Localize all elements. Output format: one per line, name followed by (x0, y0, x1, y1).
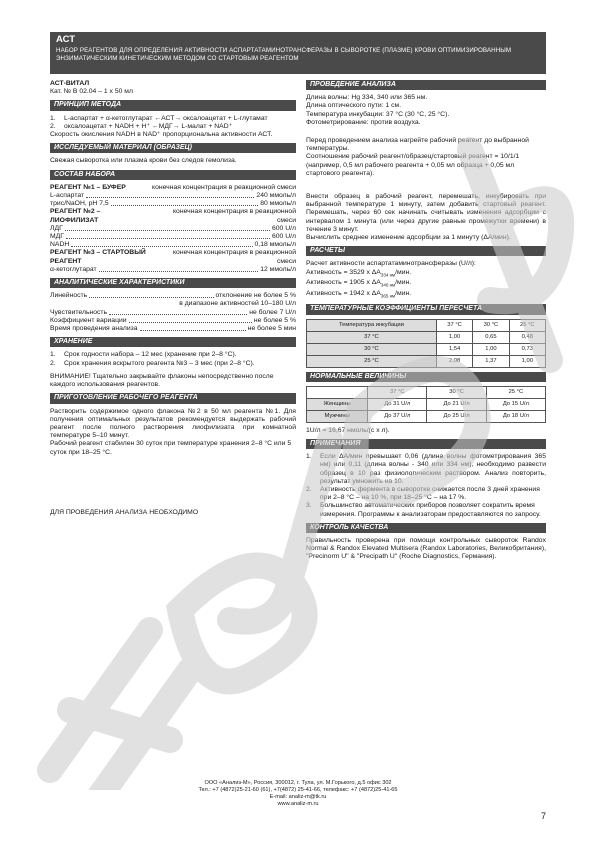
storage-note: ВНИМАНИЕ! Тщательно закрывайте флаконы непосредственно после каждого использования реагентов. (50, 372, 274, 389)
component-name: МДГ (50, 233, 64, 241)
doc-subtitle: НАБОР РЕАГЕНТОВ ДЛЯ ОПРЕДЕЛЕНИЯ АКТИВНОСТИ АСПАРТАТАМИНОТРАНСФЕРАЗЫ В СЫВОРОТКЕ (ПЛАЗМЕ) КРОВИ ОПТИМИЗИРОВАННЫМ ЭНЗИМАТИЧЕСКИМ КИНЕТИЧЕСКИМ МЕТОДОМ СО СТАРТОВЫМ РЕАГЕНТОМ (56, 47, 512, 62)
doc-title: АСТ (56, 34, 76, 45)
catalog-number: Кат. № B 02.04 – 1 x 50 мл (50, 88, 133, 96)
table-row: Женщины До 31 U/л До 21 U/л До 15 U/л (307, 398, 546, 410)
right-column (306, 80, 546, 562)
section-procedure-title: ПРОВЕДЕНИЕ АНАЛИЗА (306, 80, 546, 90)
component-concentration: 600 U/л (272, 224, 296, 232)
prep-text-1: Растворить содержимое одного флакона №2 в 50 мл реагента №1. Для получения оптимальных результатов рекомендуется выдержать рабочий реагент после полного растворения лиофилизата при комнатной температуре 5–10 минут. (50, 407, 296, 440)
section-kit-title: СОСТАВ НАБОРА (50, 170, 296, 180)
procedure-text-4: Вычислить среднее изменение адсорбции за 1 минуту (ΔA/мин). (306, 234, 511, 242)
section-sample-title: ИССЛЕДУЕМЫЙ МАТЕРИАЛ (ОБРАЗЕЦ) (50, 143, 296, 153)
component-concentration: 12 ммоль/л (260, 265, 296, 273)
note-1: 1. Если ΔA/мин превышает 0,06 (длина волны фотометрирования 365 нм) или 0,11 (длина волны - 340 или 334 нм), необходимо развести образец в 10 раз физиологическим раствором. Анализ повторить, результат умножить на 10. (306, 453, 546, 485)
calc-formula-3: Активность = 1942 x $\Delta A_{365 нм}$/мин. (306, 289, 412, 299)
sample-text: Свежая сыворотка или плазма крови без следов гемолиза. (50, 157, 237, 165)
cv-row: Коэффициент вариации не более 5 % (50, 316, 296, 324)
table-header-row: 37 °С 30 °С 25 °С (307, 386, 546, 398)
unit-conversion: 1U/л = 16,67 нмоль/(с x л). (306, 426, 390, 434)
table-row: 25 °С 2,08 1,37 1,00 (307, 355, 546, 367)
component-concentration: 0,18 ммоль/л (254, 241, 296, 249)
path-length: Длина оптического пути: 1 см. (306, 102, 402, 110)
reagent-2-heading: РЕАГЕНТ №2 – ЛИОФИЛИЗАТ конечная концентрация в реакционной смеси (50, 208, 296, 224)
component-name: трис/NaOH, pH 7,5 (50, 200, 109, 208)
section-analytics-title: АНАЛИТИЧЕСКИЕ ХАРАКТЕРИСТИКИ (50, 278, 296, 288)
reaction-2: 2. оксалоацетат + NADH + H⁺ ←МДГ→ L-малат + NAD⁺ (50, 122, 233, 130)
section-storage-title: ХРАНЕНИЕ (50, 337, 296, 347)
component-name: L-аспартат (50, 192, 85, 200)
reagent-1-heading: РЕАГЕНТ №1 – БУФЕР конечная концентрация в реакционной смеси (50, 183, 296, 191)
footer-contacts (150, 780, 446, 808)
footer-email[interactable]: E-mail: analiz-m@tk.ru (269, 794, 327, 800)
qc-text: Правильность проверена при помощи контрольных сывороток Randox Normal & Randox Elevated Multisera (Randox Laboratories, Великобритания), "Precinorm U" & "Precipath U" (Roche Diagnostics, Германия). (306, 536, 546, 561)
section-principle-title: ПРИНЦИП МЕТОДА (50, 100, 296, 110)
note-2: 2. Активность фермента в сыворотке снижается после 3 дней хранения при 2–8 °С – на 10 %, при 18–25 °С – на 17 %. (306, 485, 540, 502)
reaction-1: 1. L-аспартат + α-кетоглутарат ←АСТ→ оксалоацетат + L-глутамат (50, 114, 268, 122)
section-temp-title: ТЕМПЕРАТУРНЫЕ КОЭФФИЦИЕНТЫ ПЕРЕСЧЕТА (306, 304, 546, 314)
procedure-text-2: Соотношение рабочий реагент/образец/стартовый реагент = 10/1/1 (например, 0,5 мл рабочего реагента + 0,05 мл образца + 0,05 мл стартового реагента). (306, 153, 520, 177)
calc-formula-1: Активность = 3529 x $\Delta A_{334 нм}$/мин. (306, 268, 412, 278)
section-qc-title: КОНТРОЛЬ КАЧЕСТВА (306, 523, 546, 533)
page-number: 7 (541, 811, 547, 821)
component-name: ЛДГ (50, 224, 63, 232)
reagent-2-list (50, 225, 296, 250)
footer-phones: Тел.: +7 (4872)25-21-60 (61), +7(4872) 25-41-66, телефакс: +7 (4872)25-41-65 (198, 787, 398, 793)
component-concentration: 80 ммоль/л (260, 200, 296, 208)
table-row: 37 °С 1,00 0,65 0,48 (307, 331, 546, 343)
component-name: α-кетоглутарат (50, 265, 97, 273)
reagent-3-heading: РЕАГЕНТ №3 – СТАРТОВЫЙ РЕАГЕНТ конечная концентрация в реакционной смеси (50, 249, 296, 265)
wavelength: Длина волны: Hg 334, 340 или 365 нм. (306, 94, 428, 102)
document-header (50, 32, 546, 74)
calc-formula-2: Активность = 1905 x $\Delta A_{340 нм}$/мин. (306, 279, 412, 288)
reagent-1-list (50, 192, 296, 208)
section-calc-title: РАСЧЕТЫ (306, 246, 546, 256)
storage-item-1: 1. Срок годности набора – 12 мес (хранение при 2–8 °С). (50, 351, 237, 359)
section-prep-title: ПРИГОТОВЛЕНИЕ РАБОЧЕГО РЕАГЕНТА (50, 393, 296, 403)
needed-heading: ДЛЯ ПРОВЕДЕНИЯ АНАЛИЗА НЕОБХОДИМО (50, 508, 199, 516)
linearity-range: в диапазоне активностей 10–180 U/л (179, 300, 296, 308)
procedure-text-1: Перед проведением анализа нагрейте рабочий реагент до выбранной температуры. (306, 137, 529, 153)
component-row (50, 225, 296, 233)
photometry: Фотометрирование: против воздуха. (306, 118, 421, 126)
component-name: NADH (50, 241, 70, 249)
linearity-row: Линейность отклонение не более 5 % (50, 292, 296, 300)
table-row: 30 °С 1,54 1,00 0,73 (307, 343, 546, 355)
prep-text-2: Рабочий реагент стабилен 30 суток при температуре хранения 2–8 °С или 5 суток при 18–25 °С. (50, 440, 292, 456)
procedure-text-3: Внести образец в рабочий реагент, перемешать, инкубировать при выбранной температуре 1 минуту, затем добавить стартовый реагент. Перемешать, через 60 сек начинать считывать изменения адсорбции с интервалом 1 минута (или через другие равные промежутки времени) в течение 3 минут. (306, 193, 546, 233)
footer-website[interactable]: www.analiz-m.ru (277, 801, 319, 807)
component-row (50, 233, 296, 241)
time-row: Время проведения анализа не более 5 мин (50, 325, 296, 333)
component-row (50, 266, 296, 274)
section-norm-title: НОРМАЛЬНЫЕ ВЕЛИЧИНЫ (306, 372, 546, 382)
component-concentration: 240 ммоль/л (256, 192, 296, 200)
storage-item-2: 2. Срок хранения вскрытого реагента №3 – 3 мес (при 2–8 °С). (50, 359, 255, 367)
table-header-row: Температура инкубации 37 °С 30 °С 25 °С (307, 319, 546, 331)
note-3: 3. Большинство автоматических приборов позволяет сократить время измерения. Программы к анализаторам предоставляются по запросу. (306, 502, 541, 518)
table-row: Мужчины До 37 U/л До 25 U/л До 18 U/л (307, 410, 546, 422)
sensitivity-row: Чувствительность не более 7 U/л (50, 308, 296, 316)
left-column (50, 80, 296, 517)
component-row (50, 192, 296, 200)
incubation-temp: Температура инкубации: 37 °С (30 °С, 25 °С). (306, 110, 450, 118)
section-notes-title: ПРИМЕЧАНИЯ (306, 439, 546, 449)
reagent-3-list (50, 266, 296, 274)
calc-intro: Расчет активности аспартатаминотрансферазы (U/л): (306, 260, 476, 268)
temp-coefficients-table (306, 319, 546, 368)
component-concentration: 600 U/л (272, 233, 296, 241)
normal-values-table (306, 386, 546, 423)
footer-address: ООО «Анализ-М», Россия, 300012, г. Тула, ул. М.Горького, д.5 офис 302 (204, 780, 392, 786)
principle-text: Скорость окисления NADH в NAD⁺ пропорциональна активности АСТ. (50, 131, 273, 139)
product-name: АСТ-ВИТАЛ (50, 80, 90, 87)
